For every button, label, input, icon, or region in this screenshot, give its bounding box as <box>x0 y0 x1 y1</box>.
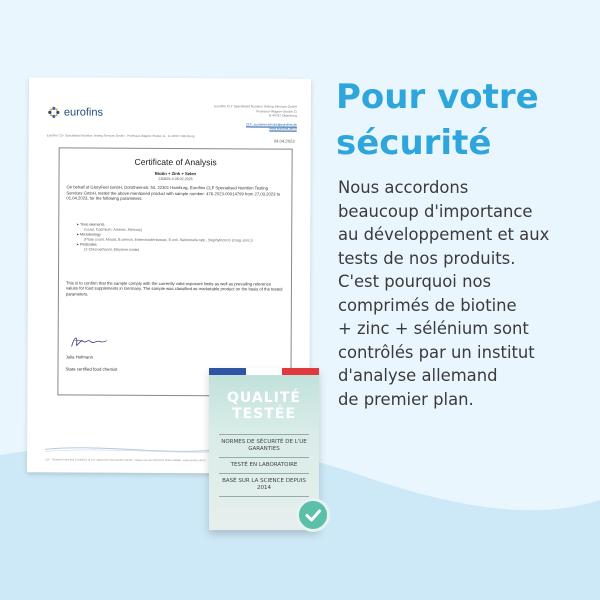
description-line: C'est pourquoi nos <box>338 272 492 291</box>
description-line: beaucoup d'importance <box>338 201 533 221</box>
french-flag-stripe <box>209 368 319 375</box>
description-line: tests de nos produits. <box>338 248 516 268</box>
badge-title <box>209 390 319 422</box>
lab-name: Eurofins CLF Specialised Nutrition Testing Services GmbH <box>214 104 297 109</box>
parameter-name: ➤ Pesticides <box>76 243 276 249</box>
badge-title-line-2: TESTÉE <box>232 406 296 422</box>
description-line: comprimés de biotine <box>338 295 517 315</box>
certificate-intro: On behalf of GloryFeel GmbH, Dorotheenstr. 54, 22301 Hamburg, Eurofins CLF Specialised Nutrition Testing Services GmbH, tested the above-mentioned product with sample number: 476-2023-00014799 from 27.03.2023 to 01.04.2023, for the following parameters: <box>66 184 281 202</box>
lab-address-block <box>177 104 297 132</box>
lab-city: D-49787 Oldenburg <box>268 113 297 118</box>
headline-line-2: sécurité <box>336 123 492 163</box>
badge-claim: BASÉ SUR LA SCIENCE DEPUIS 2014 <box>219 473 309 497</box>
check-icon-glyph <box>299 501 327 529</box>
parameter-detail: (2-Chloroethanol, Ethylene oxide) <box>84 247 140 252</box>
signatory-name: Julia Hofmann <box>65 354 94 360</box>
badge-title-line-1: QUALITÉ <box>227 390 301 406</box>
sender-line: Eurofins CLF Specialised Nutrition Testing Services GmbH · Professor-Wagner-Straße 11 · D-49787 Oldenburg <box>46 133 195 139</box>
parameter-name: ➤ Toxic elements <box>76 223 276 229</box>
product-name: Biotin + Zink + Selen <box>154 170 197 177</box>
headline-line-1: Pour votre <box>336 77 539 117</box>
document-footer: CLF · General Terms and Conditions of CLF apply (see www.eurofins.de/clf) · Please see our Imprint for further details · www.eurofins.de/clf <box>45 458 206 463</box>
parameter-detail: (Lead, Cadmium, Arsenic, Mercury) <box>84 227 143 232</box>
contact-email-link[interactable]: CLF_customer.service@eurofins.de <box>246 122 297 127</box>
flag-blue <box>209 368 246 375</box>
description-line: contrôlés par un institut <box>338 342 535 362</box>
badge-claim: TESTÉ EN LABORATOIRE <box>219 457 309 473</box>
flag-red <box>282 368 319 375</box>
eurofins-logo-text: eurofins <box>63 106 104 119</box>
eurofins-logo-icon <box>47 105 61 119</box>
description-line: Nous accordons <box>338 178 469 197</box>
signature-image <box>69 332 109 350</box>
eurofins-logo <box>47 105 103 119</box>
description-line: + zinc + sélénium sont <box>338 319 529 338</box>
lab-street: Professor-Wagner-Straße 11 <box>256 109 297 114</box>
badge-claims <box>219 434 309 497</box>
description-line: d'analyse allemand <box>338 366 498 385</box>
flag-white <box>246 368 283 375</box>
signatory-title: State certified food chemist <box>65 366 118 372</box>
description-line: au développement et aux <box>338 225 550 244</box>
website-link[interactable]: www.eurofins.de/clf <box>269 126 297 132</box>
parameter-detail: (Plate count, Mould, B.cereus, Enterobacteriaceae, E.coli, Salmonella spp., Staphylococci (coag.-pos.)) <box>84 237 253 243</box>
headline <box>336 74 586 166</box>
description-text <box>338 176 588 411</box>
description-line: de premier plan. <box>338 389 474 409</box>
reference-number: 230825-II 28.02.2025 <box>158 176 193 182</box>
check-icon <box>296 498 330 532</box>
parameter-name: ➤ Microbiology <box>76 233 276 239</box>
badge-claim: NORMES DE SÉCURITÉ DE L'UE GARANTIES <box>219 434 309 457</box>
confirmation-text: This is to confirm that the sample comply with the currently valid exposure limits as well as prevailing reference values for food supplements in Germany. The sample was classified as marketable product on the basis of the tested parameters. <box>65 280 283 297</box>
document-date: 04.04.2023 <box>273 138 295 144</box>
parameter-list <box>76 223 276 254</box>
certificate-title: Certificate of Analysis <box>134 156 217 168</box>
certificate-frame <box>57 147 292 396</box>
